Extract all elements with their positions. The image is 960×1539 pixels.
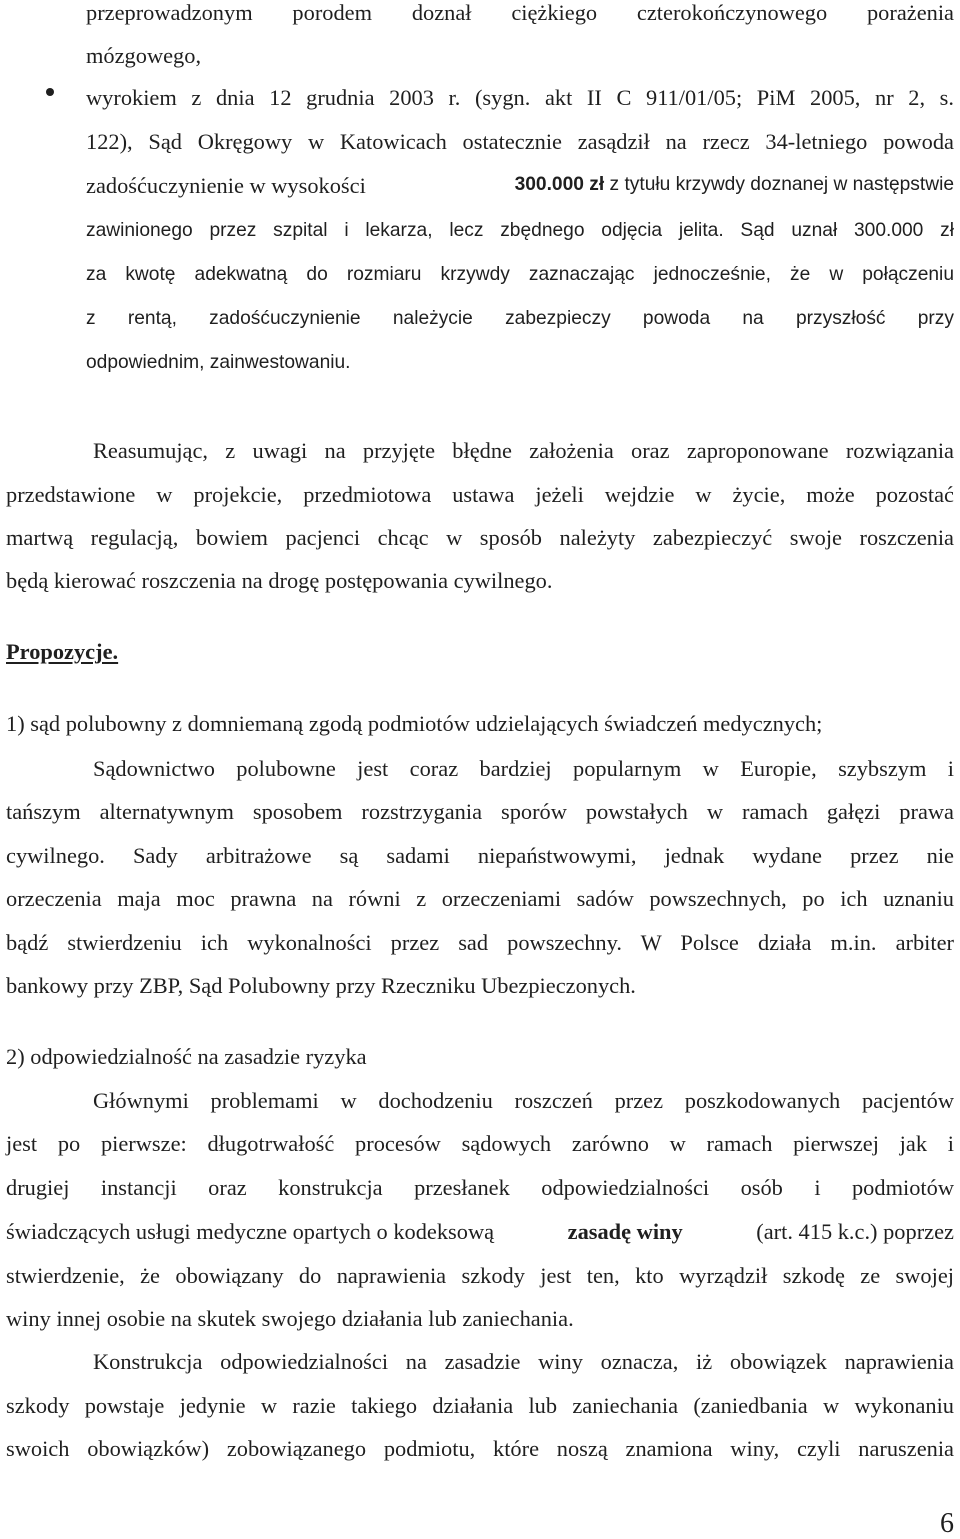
summary-line: przedstawione w projekcie, przedmiotowa ustawa jeżeli wejdzie w życie, może pozostać	[6, 482, 954, 507]
section1-line: Sądownictwo polubowne jest coraz bardziej popularnym w Europie, szybszym i	[93, 756, 954, 781]
bullet-line: z rentą, zadośćuczynienie należycie zabezpieczy powoda na przyszłość przy	[86, 308, 954, 329]
section2-line: szkody powstaje jedynie w razie takiego działania lub zaniechania (zaniedbania w wykonaniu	[6, 1393, 954, 1418]
bullet-line: 122), Sąd Okręgowy w Katowicach ostatecznie zasądził na rzecz 34-letniego powoda	[86, 129, 954, 154]
bullet-text: zadośćuczynienie w wysokości	[86, 173, 366, 198]
section1-line: tańszym alternatywnym sposobem rozstrzygania sporów powstałych w ramach gałęzi prawa	[6, 799, 954, 824]
bullet-icon	[46, 88, 54, 96]
summary-line: martwą regulacją, bowiem pacjenci chcąc w sposób należyty zabezpieczyć swoje roszczenia	[6, 525, 954, 550]
section2-line: drugiej instancji oraz konstrukcja przesłanek odpowiedzialności osób i podmiotów	[6, 1175, 954, 1200]
body-line: przeprowadzonym porodem doznał ciężkiego czterokończynowego porażenia	[86, 0, 954, 25]
summary-line: będą kierować roszczenia na drogę postępowania cywilnego.	[6, 568, 553, 593]
bullet-line	[86, 175, 954, 197]
proposals-heading: Propozycje.	[6, 639, 119, 664]
bullet-line: za kwotę adekwatną do rozmiaru krzywdy zaznaczając jednocześnie, że w połączeniu	[86, 264, 954, 285]
bullet-text: z tytułu krzywdy doznanej w następstwie	[609, 174, 954, 195]
body-line: mózgowego,	[86, 43, 202, 68]
amount-bold: 300.000 zł	[514, 174, 605, 195]
section1-line: orzeczenia maja moc prawna na równi z orzeczeniami sadów powszechnych, po ich uznaniu	[6, 886, 954, 911]
bullet-line: wyrokiem z dnia 12 grudnia 2003 r. (sygn. akt II C 911/01/05; PiM 2005, nr 2, s.	[86, 85, 954, 110]
bullet-line: odpowiednim, zainwestowaniu.	[86, 352, 351, 373]
section1-line: bankowy przy ZBP, Sąd Polubowny przy Rzeczniku Ubezpieczonych.	[6, 973, 636, 998]
page-number: 6	[940, 1508, 954, 1539]
summary-line: Reasumując, z uwagi na przyjęte błędne założenia oraz zaproponowane rozwiązania	[93, 438, 954, 463]
principle-bold: zasadę winy	[567, 1219, 683, 1244]
section-title: 1) sąd polubowny z domniemaną zgodą podmiotów udzielających świadczeń medycznych;	[6, 711, 823, 736]
section2-line: jest po pierwsze: długotrwałość procesów sądowych zarówno w ramach pierwszej jak i	[6, 1131, 954, 1156]
bullet-text-sans	[515, 175, 954, 197]
section2-line: swoich obowiązków) zobowiązanego podmiotu, które noszą znamiona winy, czyli naruszenia	[6, 1436, 954, 1461]
section2-line: stwierdzenie, że obowiązany do naprawienia szkody jest ten, kto wyrządził szkodę ze swojej	[6, 1263, 954, 1288]
section1-line: bądź stwierdzeniu ich wykonalności przez sad powszechny. W Polsce działa m.in. arbiter	[6, 930, 954, 955]
bullet-line: zawinionego przez szpital i lekarza, lecz zbędnego odjęcia jelita. Sąd uznał 300.000 zł	[86, 220, 954, 241]
section2-line: Konstrukcja odpowiedzialności na zasadzie winy oznacza, iż obowiązek naprawienia	[93, 1349, 954, 1374]
section2-line	[6, 1221, 954, 1243]
section1-line: cywilnego. Sady arbitrażowe są sadami niepaństwowymi, jednak wydane przez nie	[6, 843, 954, 868]
section2-line: Głównymi problemami w dochodzeniu roszczeń przez poszkodowanych pacjentów	[93, 1088, 954, 1113]
section-title: 2) odpowiedzialność na zasadzie ryzyka	[6, 1044, 367, 1069]
section2-text: świadczących usługi medyczne opartych o kodeksową	[6, 1219, 495, 1244]
section2-text: (art. 415 k.c.) poprzez	[756, 1219, 954, 1244]
section2-line: winy innej osobie na skutek swojego działania lub zaniechania.	[6, 1306, 574, 1331]
